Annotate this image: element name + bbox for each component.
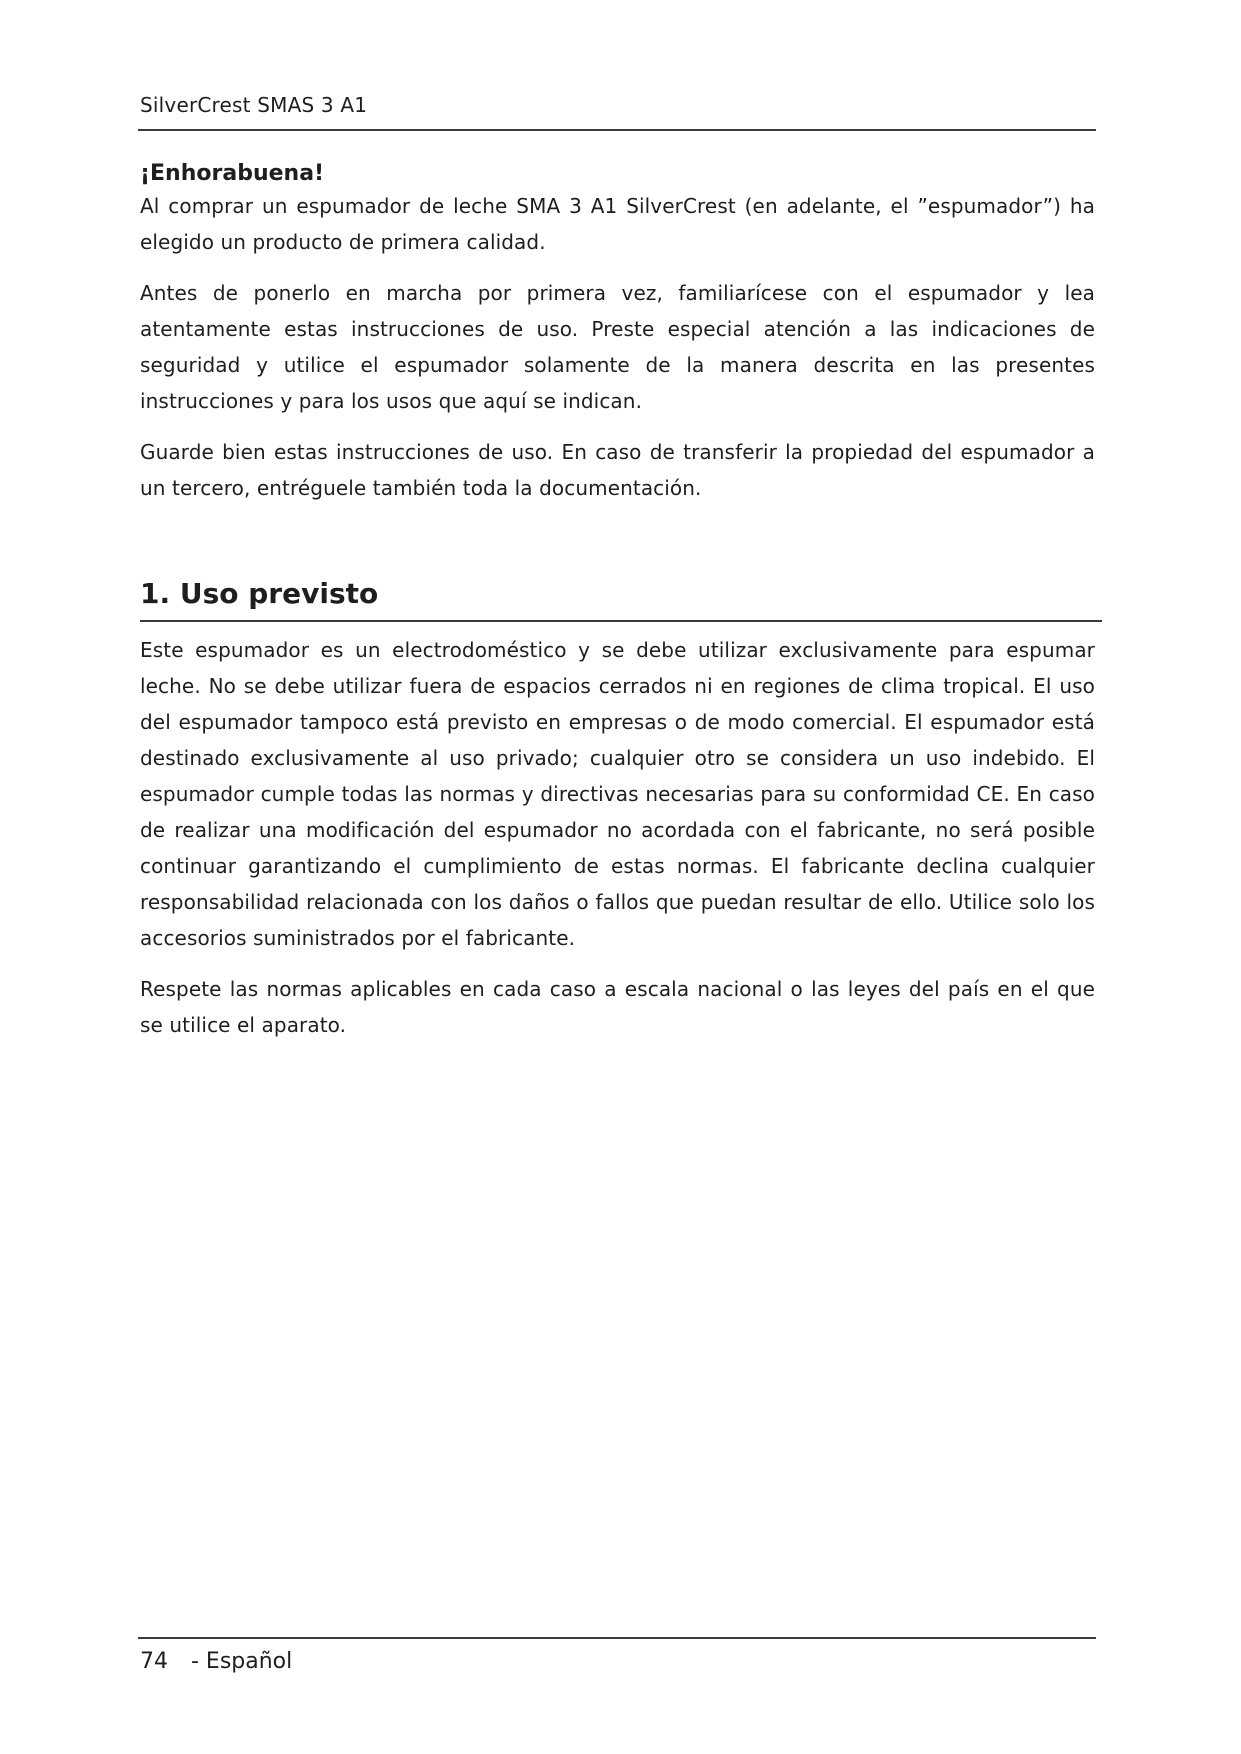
section-paragraph: Respete las normas aplicables en cada caso a escala nacional o las leyes del país en el que se utilice el aparato.	[140, 977, 1095, 1037]
intro-paragraph: Guarde bien estas instrucciones de uso. En caso de transferir la propiedad del espumador a un tercero, entréguele también toda la documentación.	[140, 440, 1095, 500]
page-footer	[140, 1648, 292, 1676]
section-paragraph: Este espumador es un electrodoméstico y se debe utilizar exclusivamente para espumar leche. No se debe utilizar fuera de espacios cerrados ni en regiones de clima tropical. El uso del espumador tampoco está previsto en empresas o de modo comercial. El espumador está destinado exclusivamente al uso privado; cualquier otro se considera un uso indebido. El espumador cumple todas las normas y directivas necesarias para su conformidad CE. En caso de realizar una modificación del espumador no acordada con el fabricante, no será posible continuar garantizando el cumplimiento de estas normas. El fabricante declina cualquier responsabilidad relacionada con los daños o fallos que puedan resultar de ello. Utilice solo los accesorios suministrados por el fabricante.	[140, 638, 1095, 950]
section-divider	[140, 620, 1102, 622]
header-divider	[138, 129, 1096, 131]
page-number: 74	[140, 1649, 168, 1674]
footer-divider	[138, 1637, 1096, 1639]
footer-language: - Español	[191, 1649, 293, 1674]
intro-heading: ¡Enhorabuena!	[140, 161, 325, 186]
page-content	[140, 160, 1095, 1058]
intro-paragraph: Antes de ponerlo en marcha por primera vez, familiarícese con el espumador y lea atentamente estas instrucciones de uso. Preste especial atención a las indicaciones de seguridad y utilice el espumador solamente de la manera descrita en las presentes instrucciones y para los usos que aquí se indican.	[140, 281, 1095, 413]
running-header: SilverCrest SMAS 3 A1	[140, 93, 368, 117]
intro-paragraph: Al comprar un espumador de leche SMA 3 A1 SilverCrest (en adelante, el ”espumador”) ha elegido un producto de primera calidad.	[140, 194, 1095, 254]
section-heading: 1. Uso previsto	[140, 577, 379, 610]
